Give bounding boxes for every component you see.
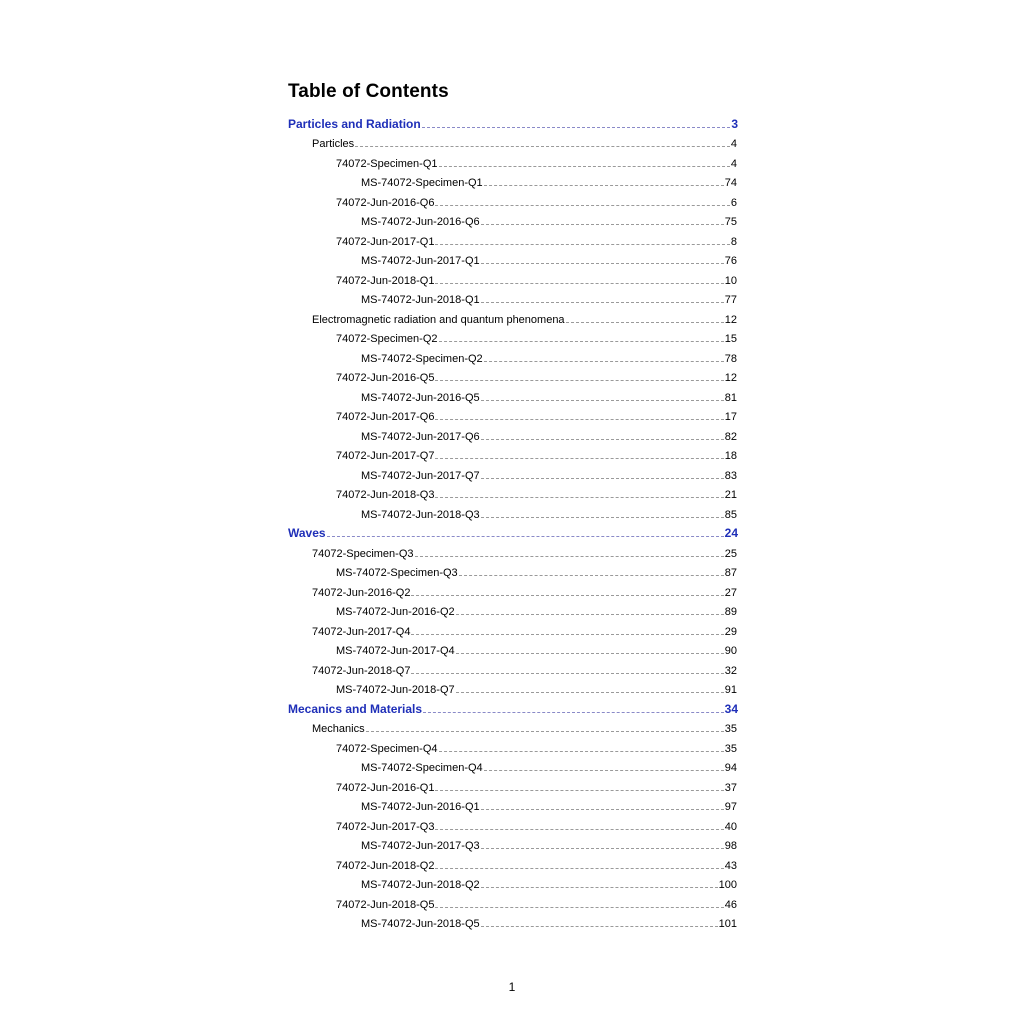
dot-leader <box>435 419 723 420</box>
toc-section-link[interactable] <box>288 521 738 541</box>
toc-entry-page-number: 100 <box>718 879 737 891</box>
toc-entry-link[interactable] <box>288 872 738 892</box>
dot-leader <box>481 887 718 888</box>
dot-leader <box>411 595 723 596</box>
toc-entry-link[interactable] <box>288 170 738 190</box>
toc-entry-label: 74072-Specimen-Q2 <box>336 333 438 345</box>
dot-leader <box>459 575 724 576</box>
toc-entry-link[interactable] <box>288 228 738 248</box>
toc-entry-label: MS-74072-Jun-2018-Q7 <box>336 684 455 696</box>
dot-leader <box>481 478 724 479</box>
toc-entry-link[interactable] <box>288 404 738 424</box>
toc-entry-link[interactable] <box>288 794 738 814</box>
dot-leader <box>481 439 724 440</box>
toc-entry-page-number: 46 <box>724 898 737 911</box>
toc-entry-link[interactable] <box>288 540 738 560</box>
dot-leader <box>435 380 723 381</box>
toc-entry-link[interactable] <box>288 267 738 287</box>
toc-entry-label: Electromagnetic radiation and quantum phenomena <box>312 313 565 326</box>
toc-entry-label: MS-74072-Jun-2018-Q1 <box>361 294 480 306</box>
dot-leader <box>411 673 723 674</box>
toc-entry-page-number: 10 <box>724 274 737 287</box>
toc-list <box>288 111 738 930</box>
toc-entry-label: 74072-Specimen-Q3 <box>312 547 414 560</box>
dot-leader <box>481 517 724 518</box>
toc-entry-link[interactable] <box>288 189 738 209</box>
dot-leader <box>435 244 729 245</box>
toc-entry-link[interactable] <box>288 755 738 775</box>
toc-entry-page-number: 4 <box>730 157 737 170</box>
toc-entry-page-number: 91 <box>724 684 737 696</box>
toc-entry-page-number: 3 <box>731 116 738 131</box>
toc-entry-label: 74072-Jun-2018-Q2 <box>336 859 435 872</box>
toc-entry-page-number: 75 <box>724 216 737 228</box>
dot-leader <box>435 458 723 459</box>
toc-entry-link[interactable] <box>288 735 738 755</box>
toc-entry-label: MS-74072-Specimen-Q2 <box>361 352 483 365</box>
toc-entry-label: 74072-Jun-2018-Q5 <box>336 898 435 911</box>
toc-entry-link[interactable] <box>288 287 738 307</box>
toc-entry-label: 74072-Jun-2016-Q2 <box>312 586 411 599</box>
toc-entry-link[interactable] <box>288 833 738 853</box>
toc-entry-page-number: 78 <box>724 352 737 365</box>
dot-leader <box>481 224 724 225</box>
toc-entry-label: MS-74072-Jun-2016-Q1 <box>361 801 480 813</box>
dot-leader <box>481 848 724 849</box>
toc-entry-page-number: 35 <box>724 742 737 755</box>
toc-entry-link[interactable] <box>288 209 738 229</box>
dot-leader <box>481 263 724 264</box>
dot-leader <box>456 653 724 654</box>
dot-leader <box>435 790 723 791</box>
dot-leader <box>456 614 724 615</box>
toc-entry-label: Particles <box>312 138 355 150</box>
dot-leader <box>435 829 723 830</box>
toc-entry-page-number: 82 <box>724 430 737 443</box>
toc-entry-link[interactable] <box>288 579 738 599</box>
toc-entry-page-number: 37 <box>724 781 737 794</box>
dot-leader <box>435 868 723 869</box>
toc-entry-link[interactable] <box>288 599 738 619</box>
toc-entry-label: MS-74072-Jun-2018-Q2 <box>361 879 480 891</box>
dot-leader <box>566 322 724 323</box>
toc-entry-link[interactable] <box>288 345 738 365</box>
toc-entry-link[interactable] <box>288 716 738 736</box>
toc-entry-label: 74072-Jun-2016-Q5 <box>336 372 435 384</box>
toc-entry-page-number: 87 <box>724 567 737 579</box>
toc-entry-label: MS-74072-Jun-2017-Q1 <box>361 255 480 267</box>
toc-entry-link[interactable] <box>288 638 738 658</box>
toc-entry-label: Waves <box>288 526 326 540</box>
toc-entry-page-number: 74 <box>724 177 737 189</box>
toc-entry-label: 74072-Jun-2017-Q6 <box>336 411 435 423</box>
dot-leader <box>439 166 730 167</box>
toc-entry-link[interactable] <box>288 774 738 794</box>
toc-entry-label: Mecanics and Materials <box>288 701 423 716</box>
toc-entry-label: Mechanics <box>312 723 365 735</box>
toc-entry-label: 74072-Jun-2017-Q1 <box>336 235 435 248</box>
toc-entry-link[interactable] <box>288 306 738 326</box>
toc-entry-page-number: 85 <box>724 508 737 521</box>
toc-entry-label: MS-74072-Jun-2016-Q5 <box>361 391 480 404</box>
dot-leader <box>481 302 724 303</box>
toc-entry-label: 74072-Jun-2017-Q7 <box>336 450 435 462</box>
toc-entry-page-number: 32 <box>724 664 737 677</box>
dot-leader <box>481 809 724 810</box>
dot-leader <box>411 634 723 635</box>
toc-entry-link[interactable] <box>288 131 738 151</box>
toc-entry-page-number: 81 <box>724 391 737 404</box>
toc-entry-link[interactable] <box>288 423 738 443</box>
dot-leader <box>456 692 724 693</box>
toc-entry-page-number: 40 <box>724 820 737 833</box>
toc-entry-label: MS-74072-Jun-2018-Q3 <box>361 508 480 521</box>
toc-entry-page-number: 94 <box>724 762 737 774</box>
dot-leader <box>415 556 724 557</box>
page-title: Table of Contents <box>288 81 449 102</box>
toc-entry-label: 74072-Jun-2016-Q6 <box>336 196 435 209</box>
toc-entry-label: 74072-Jun-2017-Q4 <box>312 625 411 638</box>
toc-entry-page-number: 98 <box>724 840 737 852</box>
dot-leader <box>355 146 730 147</box>
dot-leader <box>484 770 724 771</box>
toc-entry-label: 74072-Specimen-Q1 <box>336 157 438 170</box>
dot-leader <box>423 712 724 713</box>
toc-entry-label: MS-74072-Specimen-Q1 <box>361 177 483 189</box>
toc-entry-page-number: 25 <box>724 547 737 560</box>
toc-entry-label: MS-74072-Jun-2017-Q3 <box>361 840 480 852</box>
toc-entry-label: Particles and Radiation <box>288 116 421 131</box>
toc-entry-page-number: 43 <box>724 859 737 872</box>
toc-entry-label: 74072-Jun-2016-Q1 <box>336 781 435 794</box>
toc-entry-page-number: 12 <box>724 372 737 384</box>
toc-entry-page-number: 27 <box>724 586 737 599</box>
toc-entry-label: MS-74072-Jun-2016-Q6 <box>361 216 480 228</box>
toc-entry-link[interactable] <box>288 365 738 385</box>
dot-leader <box>435 283 723 284</box>
toc-entry-page-number: 21 <box>724 489 737 501</box>
toc-entry-page-number: 89 <box>724 606 737 618</box>
toc-entry-label: 74072-Jun-2017-Q3 <box>336 820 435 833</box>
toc-entry-link[interactable] <box>288 560 738 580</box>
toc-entry-label: MS-74072-Specimen-Q4 <box>361 762 483 774</box>
toc-entry-link[interactable] <box>288 891 738 911</box>
toc-entry-page-number: 29 <box>724 625 737 638</box>
toc-entry-page-number: 97 <box>724 801 737 813</box>
dot-leader <box>435 205 729 206</box>
toc-entry-link[interactable] <box>288 150 738 170</box>
toc-entry-page-number: 35 <box>724 723 737 735</box>
toc-section-link[interactable] <box>288 696 738 716</box>
toc-entry-page-number: 15 <box>724 333 737 345</box>
toc-entry-link[interactable] <box>288 482 738 502</box>
toc-entry-label: MS-74072-Specimen-Q3 <box>336 567 458 579</box>
toc-entry-link[interactable] <box>288 384 738 404</box>
dot-leader <box>435 907 723 908</box>
toc-entry-link[interactable] <box>288 618 738 638</box>
toc-section-link[interactable] <box>288 111 738 131</box>
toc-entry-label: MS-74072-Jun-2018-Q5 <box>361 918 480 930</box>
toc-entry-link[interactable] <box>288 462 738 482</box>
toc-entry-link[interactable] <box>288 326 738 346</box>
toc-entry-link[interactable] <box>288 852 738 872</box>
toc-entry-label: 74072-Jun-2018-Q3 <box>336 489 435 501</box>
toc-entry-label: MS-74072-Jun-2017-Q7 <box>361 469 480 482</box>
toc-entry-label: MS-74072-Jun-2017-Q4 <box>336 645 455 657</box>
dot-leader <box>422 127 731 128</box>
toc-entry-link[interactable] <box>288 657 738 677</box>
page-number: 1 <box>508 980 516 994</box>
toc-entry-page-number: 34 <box>724 701 738 716</box>
toc-entry-page-number: 101 <box>718 918 737 930</box>
toc-entry-label: 74072-Jun-2018-Q1 <box>336 274 435 287</box>
toc-entry-page-number: 17 <box>724 411 737 423</box>
dot-leader <box>439 341 724 342</box>
toc-entry-page-number: 24 <box>724 526 738 540</box>
dot-leader <box>481 926 718 927</box>
dot-leader <box>327 536 724 537</box>
toc-entry-page-number: 6 <box>730 196 737 209</box>
toc-entry-label: MS-74072-Jun-2017-Q6 <box>361 430 480 443</box>
dot-leader <box>366 731 724 732</box>
dot-leader <box>484 185 724 186</box>
toc-entry-link[interactable] <box>288 911 738 931</box>
toc-entry-label: MS-74072-Jun-2016-Q2 <box>336 606 455 618</box>
toc-entry-page-number: 12 <box>724 313 737 326</box>
toc-entry-page-number: 4 <box>730 138 737 150</box>
toc-entry-page-number: 90 <box>724 645 737 657</box>
toc-entry-link[interactable] <box>288 813 738 833</box>
toc-entry-page-number: 76 <box>724 255 737 267</box>
dot-leader <box>439 751 724 752</box>
dot-leader <box>481 400 724 401</box>
toc-entry-page-number: 83 <box>724 469 737 482</box>
toc-entry-link[interactable] <box>288 248 738 268</box>
toc-entry-page-number: 77 <box>724 294 737 306</box>
toc-entry-page-number: 18 <box>724 450 737 462</box>
toc-entry-link[interactable] <box>288 677 738 697</box>
toc-entry-link[interactable] <box>288 501 738 521</box>
toc-entry-label: 74072-Jun-2018-Q7 <box>312 664 411 677</box>
toc-entry-page-number: 8 <box>730 235 737 248</box>
dot-leader <box>435 497 723 498</box>
dot-leader <box>484 361 724 362</box>
toc-entry-link[interactable] <box>288 443 738 463</box>
toc-entry-label: 74072-Specimen-Q4 <box>336 742 438 755</box>
